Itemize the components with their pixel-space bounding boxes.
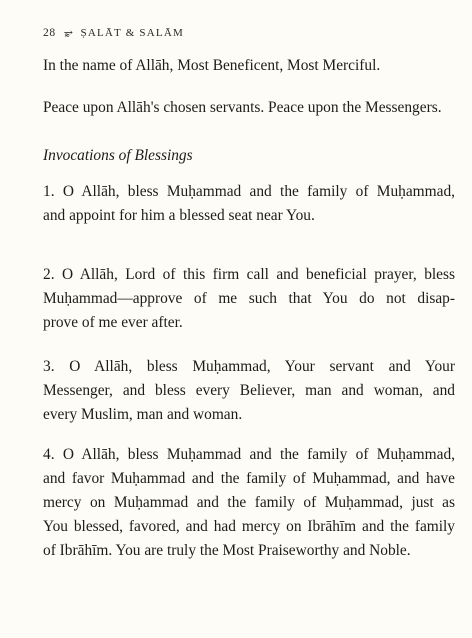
peace-line: Peace upon Allāh's chosen servants. Peace upon the Messengers. [43,99,442,116]
invocation-4-line: 4. O Allāh, bless Muḥammad and the family of Muḥammad, [43,446,455,463]
invocation-4-line: of Ibrāhīm. You are truly the Most Praiseworthy and Noble. [43,542,411,559]
invocation-4 [43,443,455,563]
invocation-4-line: mercy on Muḥammad and the family of Muḥammad, just as [43,494,455,511]
invocation-3 [43,355,455,427]
invocation-3-line: every Muslim, man and woman. [43,406,243,423]
basmala-line: In the name of Allāh, Most Beneficent, Most Merciful. [43,57,381,74]
invocation-3-line: Messenger, and bless every Believer, man and woman, and [43,382,455,399]
invocation-1-line: 1. O Allāh, bless Muḥammad and the family of Muḥammad, [43,183,455,200]
invocation-2-line: prove of me ever after. [43,314,183,331]
invocation-3-line: 3. O Allāh, bless Muḥammad, Your servant and Your [43,358,455,375]
invocation-4-line: You blessed, favored, and had mercy on Ibrāhīm and the family [43,518,455,535]
invocation-1-line: and appoint for him a blessed seat near You. [43,207,315,224]
running-head [43,26,184,39]
page-number: 28 [43,26,56,39]
invocation-1 [43,180,455,228]
invocation-2-line: 2. O Allāh, Lord of this firm call and beneficial prayer, bless [43,266,455,283]
running-head-title: ṢALĀT & SALĀM [80,26,184,39]
invocation-2-line: Muḥammad—approve of me such that You do not disap- [43,290,455,307]
invocation-4-line: and favor Muḥammad and the family of Muḥammad, and have [43,470,455,487]
ornament-icon: ⥵ [63,27,74,39]
section-heading: Invocations of Blessings [43,147,193,164]
invocation-2 [43,263,455,335]
